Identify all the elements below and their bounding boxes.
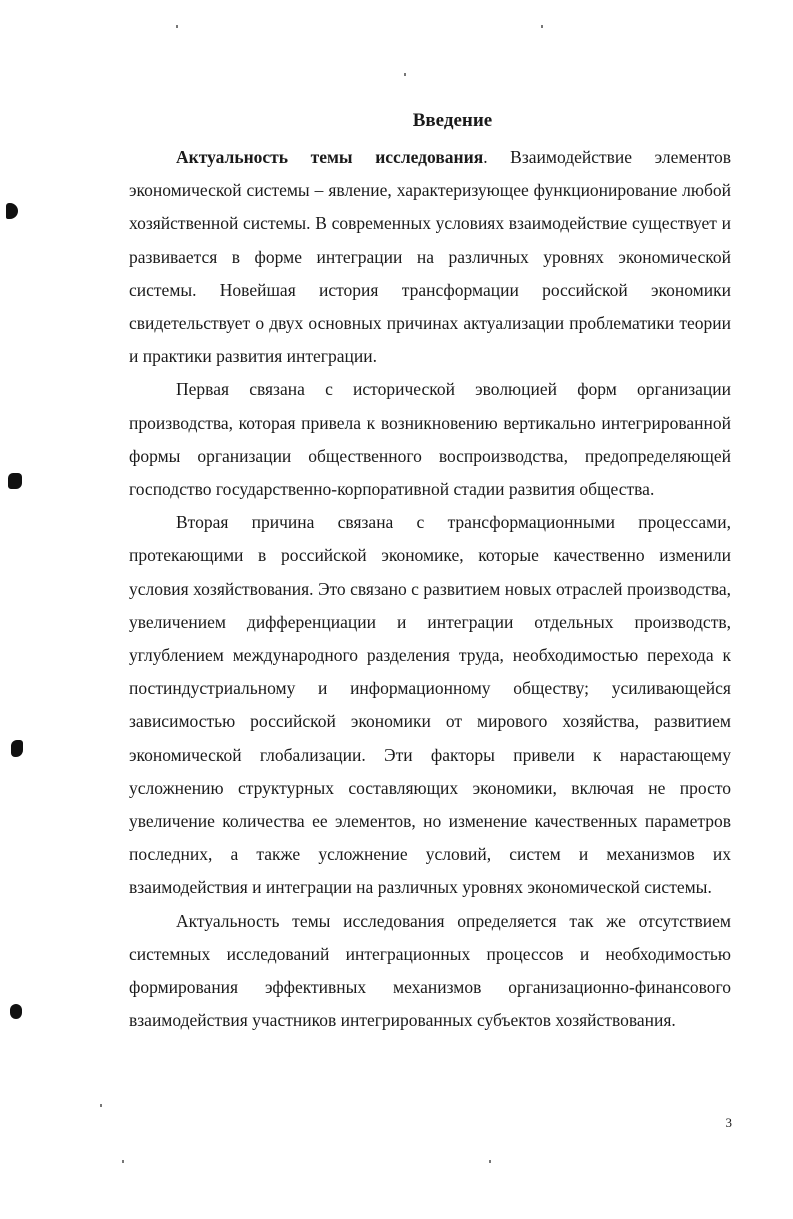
- page-title: Введение: [412, 110, 493, 131]
- scan-artifact: [6, 203, 18, 219]
- scan-artifact: [10, 1004, 22, 1019]
- scan-speck: [404, 73, 406, 76]
- scan-speck: [122, 1160, 124, 1163]
- paragraph-lead: Актуальность темы исследования: [176, 147, 484, 167]
- scan-speck: [100, 1104, 102, 1107]
- paragraph-1: [129, 141, 731, 373]
- scan-speck: [176, 25, 178, 28]
- paragraph-3: Вторая причина связана с трансформационными процессами, протекающими в российской экономике, которые качественно изменили условия хозяйствования. Это связано с развитием новых отраслей производства, увеличением дифференциации и интеграции отдельных производств, углублением международного разделения труда, необходимостью перехода к постиндустриальному и информационному обществу; усиливающейся зависимостью российской экономики от мирового хозяйства, развитием экономической глобализации. Эти факторы привели к нарастающему усложнению структурных составляющих экономики, включая не просто увеличение количества ее элементов, но изменение качественных параметров последних, а также усложнение условий, систем и механизмов их взаимодействия и интеграции на различных уровнях экономической системы.: [129, 512, 731, 898]
- body-text: [129, 141, 731, 1037]
- scan-artifact: [11, 740, 23, 757]
- paragraph-2: Первая связана с исторической эволюцией форм организации производства, которая привела к возникновению вертикально интегрированной формы организации общественного воспроизводства, предопределяющей господство государственно-корпоративной стадии развития общества.: [129, 379, 731, 500]
- page-number: 3: [725, 1115, 732, 1130]
- paragraph-4: Актуальность темы исследования определяется так же отсутствием системных исследований интеграционных процессов и необходимостью формирования эффективных механизмов организационно-финансового взаимодействия участников интегрированных субъектов хозяйствования.: [129, 910, 731, 1031]
- scan-artifact: [8, 473, 22, 489]
- paragraph-1-text: . Взаимодействие элементов экономической системы – явление, характеризующее функционирование любой хозяйственной системы. В современных условиях взаимодействие существует и развивается в форме интеграции на различных уровнях экономической системы. Новейшая история трансформации российской экономики свидетельствует о двух основных причинах актуализации проблематики теории и практики развития интеграции.: [129, 147, 732, 367]
- scan-speck: [541, 25, 543, 28]
- scan-speck: [489, 1160, 491, 1163]
